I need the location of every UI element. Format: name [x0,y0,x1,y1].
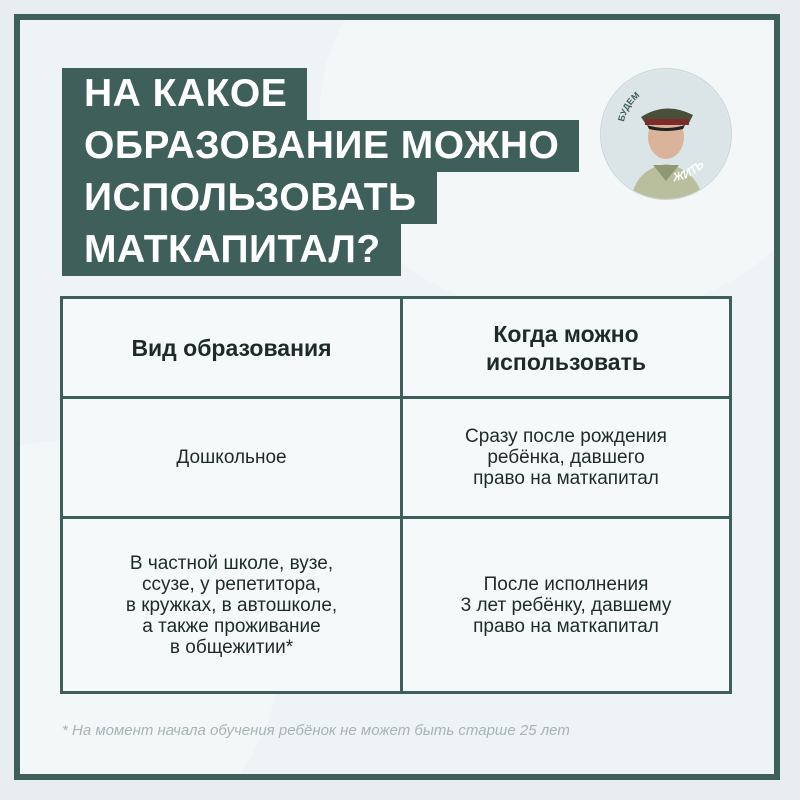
table-cell [63,399,403,519]
title-line: НА КАКОЕ [62,68,307,120]
title-line: ОБРАЗОВАНИЕ МОЖНО [62,120,579,172]
education-table [60,296,732,694]
row1-when: Сразу после рождения ребёнка, давшего право на маткапитал [465,426,667,489]
row1-type: Дошкольное [176,447,287,468]
page-title [62,68,579,276]
table-header-cell [63,299,403,399]
table-cell [403,399,729,519]
table-cell [63,519,403,691]
header-when-usable: Когда можно использовать [486,320,646,375]
row2-type: В частной школе, вузе, ссузе, у репетитора, в кружках, в автошколе, а также проживание в общежитии* [125,552,338,658]
logo-badge [600,68,732,200]
table-cell [403,519,729,691]
table-header-cell [403,299,729,399]
logo-top-text: БУДЕМ [616,89,642,123]
soldier-portrait-icon [601,69,731,199]
row2-when: После исполнения 3 лет ребёнку, давшему право на маткапитал [460,573,672,637]
header-education-type: Вид образования [131,334,332,361]
title-line: ИСПОЛЬЗОВАТЬ [62,172,437,224]
logo-bottom-text: ЖИТЬ [671,157,707,185]
footnote: * На момент начала обучения ребёнок не может быть старше 25 лет [62,722,570,739]
title-line: МАТКАПИТАЛ? [62,224,401,276]
